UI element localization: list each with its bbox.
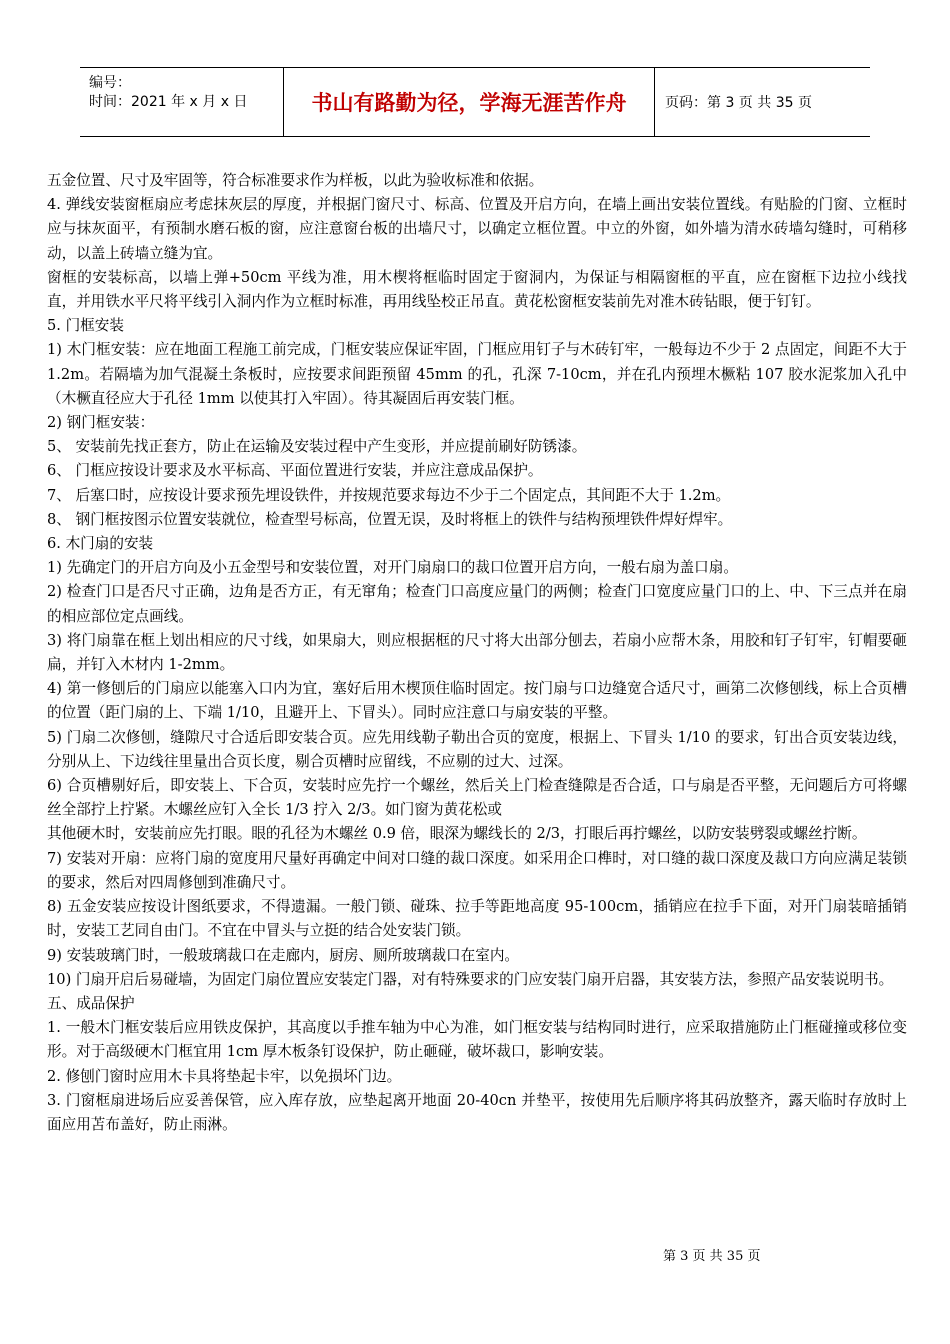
body-paragraph: 6. 木门扇的安装	[47, 535, 154, 553]
body-paragraph: 8、 钢门框按图示位置安装就位，检查型号标高，位置无误，及时将框上的铁件与结构预埋铁件焊好焊牢。	[47, 510, 733, 528]
body-paragraph: 3. 门窗框扇进场后应妥善保管，应入库存放，应垫起离开地面 20-40cn 并垫平，按使用先后顺序将其码放整齐，露天临时存放时上面应用苫布盖好，防止雨淋。	[47, 1091, 907, 1133]
body-paragraph: 5. 门框安装	[47, 317, 124, 335]
body-paragraph: 8) 五金安装应按设计图纸要求，不得遗漏。一般门锁、碰珠、拉手等距地高度 95-100cm，插销应在拉手下面，对开门扇装暗插销时，安装工艺同自由门。不宜在中冒头与立挺的结合处安装门锁。	[47, 898, 907, 940]
body-paragraph: 2. 修刨门窗时应用木卡具将垫起卡牢，以免损坏门边。	[47, 1067, 402, 1085]
body-paragraph: 5、 安装前先找正套方，防止在运输及安装过程中产生变形，并应提前刷好防锈漆。	[47, 438, 587, 456]
page-info: 页码：第 3 页 共 35 页	[665, 95, 812, 111]
body-paragraph: 10) 门扇开启后易碰墙，为固定门扇位置应安装定门器，对有特殊要求的门应安装门扇开启器，其安装方法，参照产品安装说明书。	[47, 970, 894, 988]
header-page-cell	[655, 68, 870, 136]
body-paragraph: 6) 合页槽剔好后，即安装上、下合页，安装时应先拧一个螺丝，然后关上门检查缝隙是否合适，口与扇是否平整，无问题后方可将螺丝全部拧上拧紧。木螺丝应钉入全长 1/3 拧入 2/3。如门窗为黄花松或	[47, 777, 907, 819]
body-paragraph: 2) 检查门口是否尺寸正确，边角是否方正，有无窜角；检查门口高度应量门的两侧；检查门口宽度应量门口的上、中、下三点并在扇的相应部位定点画线。	[47, 583, 907, 625]
document-body	[47, 169, 907, 1137]
number-label: 编号：	[89, 75, 131, 91]
body-paragraph: 五、成品保护	[47, 994, 135, 1012]
body-paragraph: 1. 一般木门框安装后应用铁皮保护，其高度以手推车轴为中心为准，如门框安装与结构同时进行，应采取措施防止门框碰撞或移位变形。对于高级硬木门框宜用 1cm 厚木板条钉设保护，防止砸碰，破坏裁口，影响安装。	[47, 1019, 907, 1061]
body-paragraph: 其他硬木时，安装前应先打眼。眼的孔径为木螺丝 0.9 倍，眼深为螺线长的 2/3，打眼后再拧螺丝，以防安装劈裂或螺丝拧断。	[47, 825, 867, 843]
body-paragraph: 4. 弹线安装窗框扇应考虑抹灰层的厚度，并根据门窗尺寸、标高、位置及开启方向，在墙上画出安装位置线。有贴脸的门窗、立框时应与抹灰面平，有预制水磨石板的窗，应注意窗台板的出墙尺寸，以确定立框位置。中立的外窗，如外墙为清水砖墙勾缝时，可稍移动，以盖上砖墙立缝为宜。	[47, 196, 907, 262]
body-paragraph: 5) 门扇二次修刨，缝隙尺寸合适后即安装合页。应先用线勒子勒出合页的宽度，根据上、下冒头 1/10 的要求，钉出合页安装边线，分别从上、下边线往里量出合页长度，剔合页槽时应留线，不应剔的过大、过深。	[47, 728, 907, 770]
header-motto-cell	[284, 68, 655, 136]
motto-text: 书山有路勤为径，学海无涯苦作舟	[311, 91, 627, 115]
body-paragraph: 3) 将门扇靠在框上划出相应的尺寸线，如果扇大，则应根据框的尺寸将大出部分刨去，若扇小应帮木条，用胶和钉子钉牢，钉帽要砸扁，并钉入木材内 1-2mm。	[47, 631, 907, 674]
body-paragraph: 五金位置、尺寸及牢固等，符合标准要求作为样板，以此为验收标准和依据。	[47, 172, 544, 189]
body-paragraph: 2) 钢门框安装：	[47, 414, 155, 432]
body-paragraph: 4) 第一修刨后的门扇应以能塞入口内为宜，塞好后用木楔顶住临时固定。按门扇与口边缝宽合适尺寸，画第二次修刨线，标上合页槽的位置（距门扇的上、下端 1/10，且避开上、下冒头）。同时应注意口与扇安装的平整。	[47, 680, 907, 722]
body-paragraph: 7) 安装对开扇：应将门扇的宽度用尺量好再确定中间对口缝的裁口深度。如采用企口榫时，对口缝的裁口深度及裁口方向应满足装锁的要求，然后对四周修刨到准确尺寸。	[47, 849, 907, 891]
body-paragraph: 7、 后塞口时，应按设计要求预先埋设铁件，并按规范要求每边不少于二个固定点，其间距不大于 1.2m。	[47, 486, 731, 504]
date-label: 时间：2021 年 x 月 x 日	[89, 94, 248, 110]
document-header	[80, 67, 870, 137]
body-paragraph: 6、 门框应按设计要求及水平标高、平面位置进行安装，并应注意成品保护。	[47, 462, 543, 480]
header-meta-cell	[80, 68, 284, 136]
page-footer: 第 3 页 共 35 页	[663, 1249, 761, 1264]
body-paragraph: 窗框的安装标高，以墙上弹+50cm 平线为准，用木楔将框临时固定于窗洞内，为保证与相隔窗框的平直，应在窗框下边拉小线找直，并用铁水平尺将平线引入洞内作为立框时标准，再用线坠校正吊直。黄花松窗框安装前先对准木砖钻眼，便于钉钉。	[47, 268, 907, 311]
body-paragraph: 9) 安装玻璃门时，一般玻璃裁口在走廊内，厨房、厕所玻璃裁口在室内。	[47, 946, 520, 964]
body-paragraph: 1) 先确定门的开启方向及小五金型号和安装位置，对开门扇扇口的裁口位置开启方向，一般右扇为盖口扇。	[47, 559, 738, 577]
body-paragraph: 1) 木门框安装：应在地面工程施工前完成，门框安装应保证牢固，门框应用钉子与木砖钉牢，一般每边不少于 2 点固定，间距不大于 1.2m。若隔墙为加气混凝土条板时，应按要求间距预留 45mm 的孔，孔深 7-10cm，并在孔内预埋木橛粘 107 胶水泥浆加入孔中（木橛直径应大于孔径 1mm 以使其打入牢固）。待其凝固后再安装门框。	[47, 341, 907, 407]
